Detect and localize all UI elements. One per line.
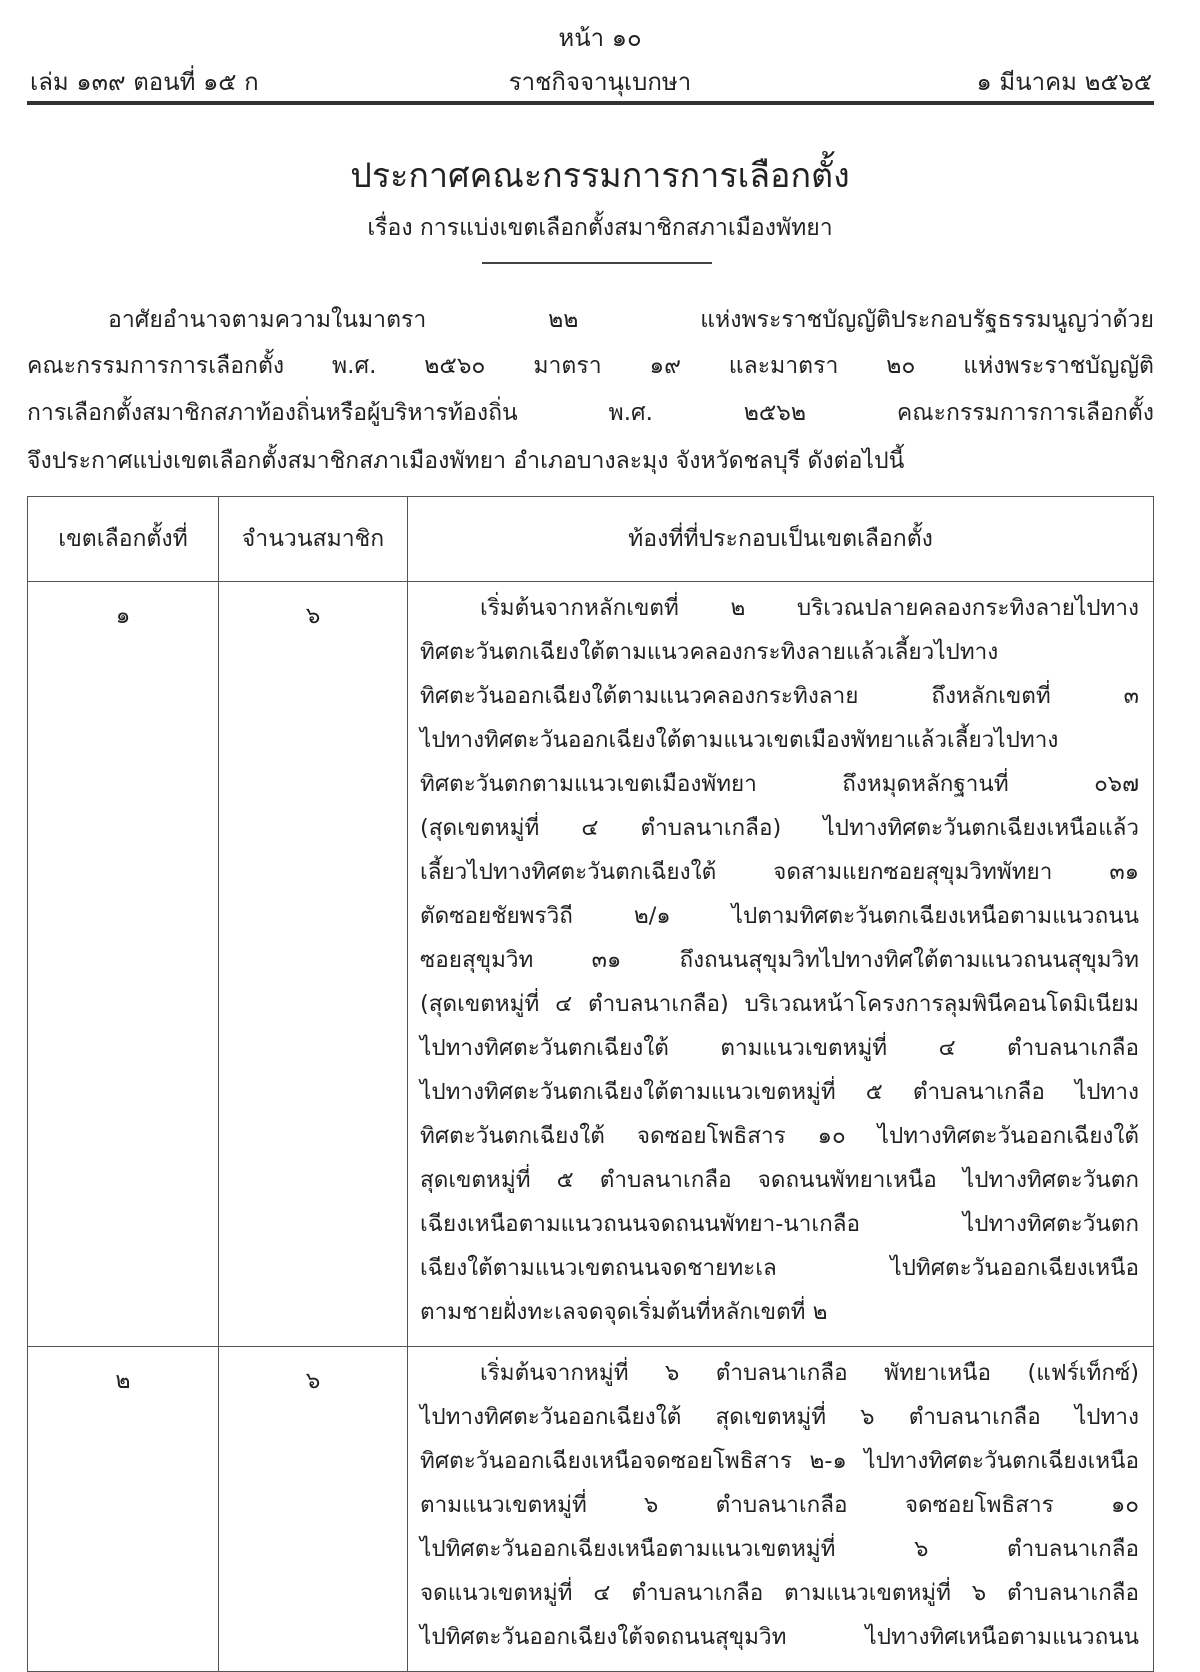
header-members: จำนวนสมาชิก (219, 497, 408, 582)
description-line: เริ่มต้นจากหมู่ที่ ๖ ตำบลนาเกลือ พัทยาเหนือ (แฟร์เท็กซ์) (480, 1360, 1139, 1386)
preamble-line: จึงประกาศแบ่งเขตเลือกตั้งสมาชิกสภาเมืองพัทยา อำเภอบางละมุง จังหวัดชลบุรี ดังต่อไปนี้ (27, 448, 905, 474)
document-subject: เรื่อง การแบ่งเขตเลือกตั้งสมาชิกสภาเมืองพัทยา (367, 215, 833, 241)
table-row (28, 582, 1154, 1347)
district-area-description (408, 582, 1154, 1347)
description-line: เริ่มต้นจากหลักเขตที่ ๒ บริเวณปลายคลองกระทิงลายไปทาง (480, 595, 1139, 621)
description-line: (สุดเขตหมู่ที่ ๔ ตำบลนาเกลือ) ไปทางทิศตะวันตกเฉียงเหนือแล้ว (420, 815, 1139, 841)
publication-name: ราชกิจจานุเบกษา (508, 68, 692, 96)
publication-date: ๑ มีนาคม ๒๕๖๕ (976, 68, 1152, 96)
description-line: ไปทางทิศตะวันตกเฉียงใต้ตามแนวเขตหมู่ที่ ๕ ตำบลนาเกลือ ไปทาง (420, 1079, 1139, 1105)
description-line: เฉียงเหนือตามแนวถนนจดถนนพัทยา-นาเกลือ ไปทางทิศตะวันตก (420, 1211, 1139, 1237)
volume-issue: เล่ม ๑๓๙ ตอนที่ ๑๕ ก (30, 68, 259, 96)
district-table (27, 496, 1154, 1672)
preamble-line: อาศัยอำนาจตามความในมาตรา ๒๒ แห่งพระราชบัญญัติประกอบรัฐธรรมนูญว่าด้วย (108, 307, 1154, 333)
description-line: สุดเขตหมู่ที่ ๕ ตำบลนาเกลือ จดถนนพัทยาเหนือ ไปทางทิศตะวันตก (420, 1167, 1139, 1193)
header-district: เขตเลือกตั้งที่ (28, 497, 219, 582)
description-line: ทิศตะวันตกเฉียงใต้ จดซอยโพธิสาร ๑๐ ไปทางทิศตะวันออกเฉียงใต้ (420, 1123, 1139, 1149)
table-row (28, 1347, 1154, 1672)
description-line: ทิศตะวันตกตามแนวเขตเมืองพัทยา ถึงหมุดหลักฐานที่ ๐๖๗ (420, 771, 1139, 797)
description-line: (สุดเขตหมู่ที่ ๔ ตำบลนาเกลือ) บริเวณหน้าโครงการลุมพินีคอนโดมิเนียม (420, 991, 1139, 1017)
description-line: ทิศตะวันตกเฉียงใต้ตามแนวคลองกระทิงลายแล้วเลี้ยวไปทาง (420, 639, 999, 665)
description-line: ตามชายฝั่งทะเลจดจุดเริ่มต้นที่หลักเขตที่ ๒ (420, 1299, 828, 1325)
preamble-line: คณะกรรมการการเลือกตั้ง พ.ศ. ๒๕๖๐ มาตรา ๑๙ และมาตรา ๒๐ แห่งพระราชบัญญัติ (27, 353, 1154, 379)
description-line: ซอยสุขุมวิท ๓๑ ถึงถนนสุขุมวิทไปทางทิศใต้ตามแนวถนนสุขุมวิท (420, 947, 1139, 973)
member-count: ๖ (219, 582, 408, 1347)
member-count: ๖ (219, 1347, 408, 1672)
description-line: ตามแนวเขตหมู่ที่ ๖ ตำบลนาเกลือ จดซอยโพธิสาร ๑๐ (420, 1492, 1139, 1518)
description-line: ทิศตะวันออกเฉียงเหนือจดซอยโพธิสาร ๒-๑ ไปทางทิศตะวันตกเฉียงเหนือ (420, 1448, 1139, 1474)
description-line: ตัดซอยชัยพรวิถี ๒/๑ ไปตามทิศตะวันตกเฉียงเหนือตามแนวถนน (420, 903, 1139, 929)
district-area-description (408, 1347, 1154, 1672)
title-divider (482, 262, 712, 264)
header-area: ท้องที่ที่ประกอบเป็นเขตเลือกตั้ง (408, 497, 1154, 582)
description-line: ไปทางทิศตะวันตกเฉียงใต้ ตามแนวเขตหมู่ที่ ๔ ตำบลนาเกลือ (420, 1035, 1139, 1061)
description-line: เฉียงใต้ตามแนวเขตถนนจดชายทะเล ไปทิศตะวันออกเฉียงเหนือ (420, 1255, 1139, 1281)
description-line: เลี้ยวไปทางทิศตะวันตกเฉียงใต้ จดสามแยกซอยสุขุมวิทพัทยา ๓๑ (420, 859, 1139, 885)
district-number: ๑ (28, 582, 219, 1347)
table-header-row (28, 497, 1154, 582)
description-line: ไปทางทิศตะวันออกเฉียงใต้ตามแนวเขตเมืองพัทยาแล้วเลี้ยวไปทาง (420, 727, 1059, 753)
description-line: ไปทางทิศตะวันออกเฉียงใต้ สุดเขตหมู่ที่ ๖ ตำบลนาเกลือ ไปทาง (420, 1404, 1139, 1430)
page-number: หน้า ๑๐ (558, 24, 642, 52)
description-line: ไปทิศตะวันออกเฉียงเหนือตามแนวเขตหมู่ที่ ๖ ตำบลนาเกลือ (420, 1536, 1139, 1562)
description-line: ไปทิศตะวันออกเฉียงใต้จดถนนสุขุมวิท ไปทางทิศเหนือตามแนวถนน (420, 1624, 1139, 1650)
description-line: จดแนวเขตหมู่ที่ ๔ ตำบลนาเกลือ ตามแนวเขตหมู่ที่ ๖ ตำบลนาเกลือ (420, 1580, 1139, 1606)
district-number: ๒ (28, 1347, 219, 1672)
header-divider (27, 101, 1154, 105)
preamble-line: การเลือกตั้งสมาชิกสภาท้องถิ่นหรือผู้บริหารท้องถิ่น พ.ศ. ๒๕๖๒ คณะกรรมการการเลือกตั้ง (27, 400, 1154, 426)
document-title: ประกาศคณะกรรมการการเลือกตั้ง (350, 156, 850, 196)
description-line: ทิศตะวันออกเฉียงใต้ตามแนวคลองกระทิงลาย ถึงหลักเขตที่ ๓ (420, 683, 1139, 709)
